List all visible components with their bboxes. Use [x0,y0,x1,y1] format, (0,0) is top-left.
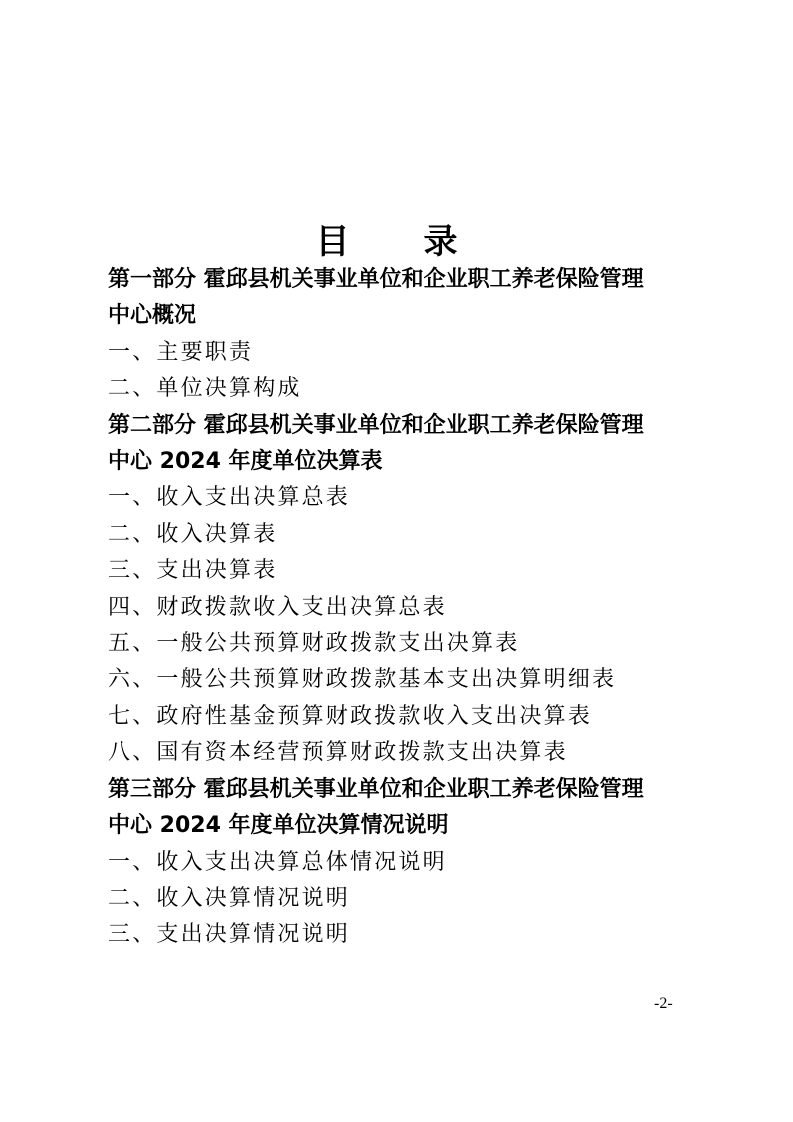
toc-item: 二、收入决算表 [108,521,278,547]
toc-item: 五、一般公共预算财政拨款支出决算表 [108,631,520,657]
toc-item: 二、单位决算构成 [108,376,302,402]
part2-heading-line2: 中心 2024 年度单位决算表 [108,449,383,475]
part1-heading-line2: 中心概况 [108,303,197,329]
part2-heading-line1: 第二部分 霍邱县机关事业单位和企业职工养老保险管理 [108,412,644,438]
part3-heading-line1: 第三部分 霍邱县机关事业单位和企业职工养老保险管理 [108,776,644,802]
toc-item: 八、国有资本经营预算财政拨款支出决算表 [108,740,568,766]
toc-item: 二、收入决算情况说明 [108,885,351,911]
toc-item: 一、收入支出决算总表 [108,485,351,511]
toc-item: 七、政府性基金预算财政拨款收入支出决算表 [108,703,593,729]
toc-item: 三、支出决算情况说明 [108,922,351,948]
toc-item: 四、财政拨款收入支出决算总表 [108,594,447,620]
page-number: -2- [654,995,673,1012]
toc-item: 三、支出决算表 [108,558,278,584]
toc-item: 一、收入支出决算总体情况说明 [108,849,447,875]
page-title: 目 录 [315,222,478,262]
part1-heading-line1: 第一部分 霍邱县机关事业单位和企业职工养老保险管理 [108,267,644,292]
part3-heading-line2: 中心 2024 年度单位决算情况说明 [108,813,449,839]
toc-item: 一、主要职责 [108,339,254,365]
toc-item: 六、一般公共预算财政拨款基本支出决算明细表 [108,667,617,693]
table-of-contents [108,262,708,954]
